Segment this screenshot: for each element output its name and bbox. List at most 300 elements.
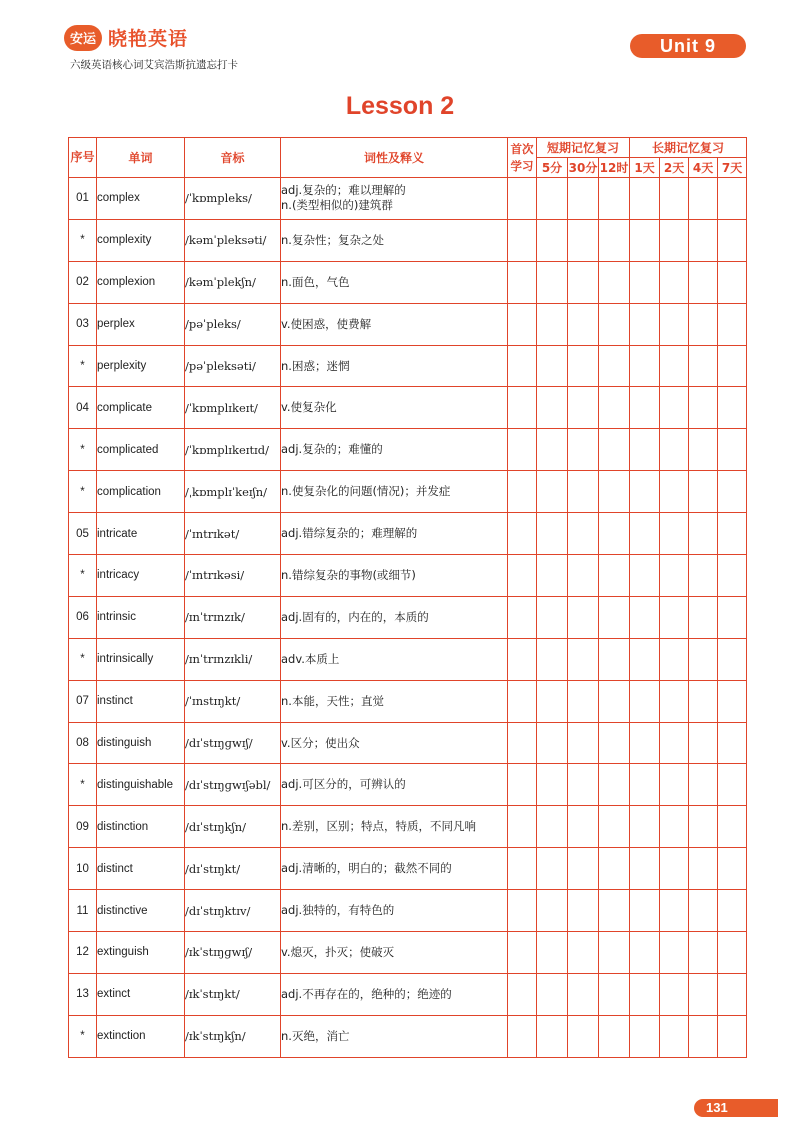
row-phonetic: /ɪkˈstɪŋɡwɪʃ/ [185, 932, 281, 974]
checkbox-review[interactable] [689, 890, 718, 932]
page-number: 131 [694, 1099, 778, 1117]
checkbox-review[interactable] [660, 471, 689, 513]
row-phonetic: /ˈɪntrɪkət/ [185, 513, 281, 555]
row-number: 09 [69, 806, 97, 848]
row-number: 12 [69, 932, 97, 974]
row-phonetic: /dɪˈstɪŋkʃn/ [185, 806, 281, 848]
checkbox-review[interactable] [660, 973, 689, 1015]
checkbox-review[interactable] [630, 890, 660, 932]
checkbox-review[interactable] [568, 596, 599, 638]
checkbox-review[interactable] [660, 764, 689, 806]
checkbox-review[interactable] [630, 261, 660, 303]
row-number: * [69, 1015, 97, 1057]
row-meaning [281, 848, 508, 890]
table-row [69, 471, 747, 513]
checkbox-review[interactable] [660, 806, 689, 848]
checkbox-review[interactable] [630, 932, 660, 974]
checkbox-review[interactable] [599, 429, 630, 471]
meaning-line: n.面色，气色 [281, 274, 350, 289]
checkbox-review[interactable] [689, 429, 718, 471]
checkbox-first-study[interactable] [508, 680, 537, 722]
meaning-line: adj.错综复杂的；难理解的 [281, 526, 418, 541]
checkbox-review[interactable] [660, 513, 689, 555]
checkbox-review[interactable] [718, 219, 747, 261]
row-meaning [281, 429, 508, 471]
row-word: distinguish [97, 722, 185, 764]
row-number: 04 [69, 387, 97, 429]
checkbox-review[interactable] [718, 806, 747, 848]
table-row [69, 219, 747, 261]
checkbox-review[interactable] [689, 387, 718, 429]
logo-mark-icon: 安运 [64, 25, 102, 51]
meaning-line: v.使复杂化 [281, 400, 337, 415]
header-first-study: 首次学习 [508, 138, 537, 178]
checkbox-review[interactable] [689, 722, 718, 764]
checkbox-review[interactable] [568, 261, 599, 303]
row-meaning [281, 555, 508, 597]
header-num: 序号 [69, 138, 97, 178]
row-phonetic: /dɪˈstɪŋktɪv/ [185, 890, 281, 932]
row-word: distinct [97, 848, 185, 890]
checkbox-review[interactable] [689, 596, 718, 638]
checkbox-review[interactable] [660, 303, 689, 345]
checkbox-review[interactable] [718, 387, 747, 429]
row-word: perplex [97, 303, 185, 345]
checkbox-review[interactable] [599, 387, 630, 429]
header-long-4d: 4天 [689, 158, 718, 178]
checkbox-review[interactable] [630, 848, 660, 890]
checkbox-review[interactable] [599, 345, 630, 387]
checkbox-review[interactable] [630, 387, 660, 429]
checkbox-review[interactable] [568, 722, 599, 764]
checkbox-review[interactable] [599, 596, 630, 638]
checkbox-review[interactable] [689, 471, 718, 513]
row-meaning [281, 219, 508, 261]
checkbox-review[interactable] [568, 219, 599, 261]
meaning-line: n.使复杂化的问题(情况)；并发症 [281, 484, 451, 499]
checkbox-review[interactable] [537, 513, 568, 555]
checkbox-review[interactable] [568, 973, 599, 1015]
checkbox-review[interactable] [718, 722, 747, 764]
row-meaning [281, 303, 508, 345]
checkbox-review[interactable] [718, 345, 747, 387]
book-subtitle: 六级英语核心词艾宾浩斯抗遗忘打卡 [70, 59, 238, 71]
row-meaning [281, 345, 508, 387]
checkbox-review[interactable] [630, 722, 660, 764]
row-meaning [281, 178, 508, 220]
checkbox-review[interactable] [718, 178, 747, 220]
checkbox-review[interactable] [537, 932, 568, 974]
checkbox-review[interactable] [537, 973, 568, 1015]
row-meaning [281, 387, 508, 429]
row-word: instinct [97, 680, 185, 722]
checkbox-review[interactable] [537, 764, 568, 806]
checkbox-review[interactable] [568, 555, 599, 597]
row-phonetic: /ˈkɒmpleks/ [185, 178, 281, 220]
checkbox-review[interactable] [599, 178, 630, 220]
meaning-line: adj.复杂的；难懂的 [281, 442, 383, 457]
checkbox-review[interactable] [660, 722, 689, 764]
checkbox-review[interactable] [537, 890, 568, 932]
checkbox-review[interactable] [568, 806, 599, 848]
header-long-7d: 7天 [718, 158, 747, 178]
checkbox-first-study[interactable] [508, 973, 537, 1015]
checkbox-review[interactable] [599, 303, 630, 345]
checkbox-review[interactable] [537, 261, 568, 303]
header-long-2d: 2天 [660, 158, 689, 178]
row-word: complication [97, 471, 185, 513]
checkbox-review[interactable] [718, 680, 747, 722]
checkbox-review[interactable] [718, 261, 747, 303]
checkbox-review[interactable] [689, 848, 718, 890]
checkbox-first-study[interactable] [508, 555, 537, 597]
meaning-line: v.区分；使出众 [281, 735, 360, 750]
checkbox-first-study[interactable] [508, 932, 537, 974]
row-word: complex [97, 178, 185, 220]
checkbox-review[interactable] [568, 178, 599, 220]
meaning-line: v.熄灭，扑灭；使破灭 [281, 944, 395, 959]
row-phonetic: /ˌkɒmplɪˈkeɪʃn/ [185, 471, 281, 513]
row-meaning [281, 1015, 508, 1057]
checkbox-review[interactable] [630, 638, 660, 680]
checkbox-review[interactable] [568, 303, 599, 345]
row-number: 08 [69, 722, 97, 764]
checkbox-review[interactable] [660, 345, 689, 387]
row-phonetic: /dɪˈstɪŋɡwɪʃəbl/ [185, 764, 281, 806]
row-word: complicated [97, 429, 185, 471]
checkbox-review[interactable] [599, 513, 630, 555]
checkbox-review[interactable] [630, 1015, 660, 1057]
checkbox-review[interactable] [689, 764, 718, 806]
row-number: 02 [69, 261, 97, 303]
checkbox-review[interactable] [537, 429, 568, 471]
checkbox-review[interactable] [599, 219, 630, 261]
table-row [69, 429, 747, 471]
header-long-1d: 1天 [630, 158, 660, 178]
checkbox-first-study[interactable] [508, 596, 537, 638]
checkbox-first-study[interactable] [508, 890, 537, 932]
table-row [69, 303, 747, 345]
checkbox-review[interactable] [537, 638, 568, 680]
row-phonetic: /kəmˈpleksəti/ [185, 219, 281, 261]
checkbox-review[interactable] [689, 345, 718, 387]
checkbox-first-study[interactable] [508, 806, 537, 848]
checkbox-review[interactable] [568, 890, 599, 932]
checkbox-review[interactable] [689, 261, 718, 303]
checkbox-review[interactable] [630, 429, 660, 471]
row-phonetic: /dɪˈstɪŋkt/ [185, 848, 281, 890]
checkbox-review[interactable] [568, 429, 599, 471]
checkbox-review[interactable] [599, 890, 630, 932]
checkbox-review[interactable] [537, 178, 568, 220]
checkbox-review[interactable] [599, 973, 630, 1015]
row-number: * [69, 555, 97, 597]
row-number: 13 [69, 973, 97, 1015]
checkbox-review[interactable] [537, 345, 568, 387]
row-phonetic: /pəˈpleksəti/ [185, 345, 281, 387]
checkbox-first-study[interactable] [508, 219, 537, 261]
checkbox-first-study[interactable] [508, 429, 537, 471]
row-word: distinctive [97, 890, 185, 932]
meaning-line: v.使困惑，使费解 [281, 316, 372, 331]
checkbox-review[interactable] [630, 471, 660, 513]
row-number: * [69, 638, 97, 680]
checkbox-review[interactable] [718, 555, 747, 597]
meaning-line: adj.可区分的，可辨认的 [281, 777, 406, 792]
table-row [69, 1015, 747, 1057]
row-meaning [281, 261, 508, 303]
row-number: 10 [69, 848, 97, 890]
checkbox-first-study[interactable] [508, 764, 537, 806]
checkbox-review[interactable] [599, 555, 630, 597]
checkbox-first-study[interactable] [508, 848, 537, 890]
checkbox-review[interactable] [718, 471, 747, 513]
header-word: 单词 [97, 138, 185, 178]
row-meaning [281, 680, 508, 722]
row-phonetic: /dɪˈstɪŋɡwɪʃ/ [185, 722, 281, 764]
checkbox-review[interactable] [630, 513, 660, 555]
checkbox-review[interactable] [718, 764, 747, 806]
table-row [69, 387, 747, 429]
row-meaning [281, 932, 508, 974]
row-number: 01 [69, 178, 97, 220]
checkbox-review[interactable] [660, 638, 689, 680]
row-number: 11 [69, 890, 97, 932]
checkbox-review[interactable] [537, 806, 568, 848]
vocab-table [68, 137, 747, 1058]
table-row [69, 596, 747, 638]
checkbox-review[interactable] [537, 596, 568, 638]
row-word: distinction [97, 806, 185, 848]
checkbox-review[interactable] [689, 555, 718, 597]
checkbox-review[interactable] [537, 848, 568, 890]
checkbox-review[interactable] [660, 596, 689, 638]
table-row [69, 722, 747, 764]
meaning-line: adv.本质上 [281, 651, 340, 666]
table-row [69, 764, 747, 806]
row-meaning [281, 806, 508, 848]
checkbox-review[interactable] [718, 429, 747, 471]
row-word: intrinsically [97, 638, 185, 680]
checkbox-review[interactable] [689, 680, 718, 722]
checkbox-review[interactable] [599, 806, 630, 848]
checkbox-review[interactable] [537, 680, 568, 722]
checkbox-review[interactable] [689, 219, 718, 261]
brand-name: 晓艳英语 [108, 28, 189, 50]
checkbox-review[interactable] [718, 1015, 747, 1057]
checkbox-review[interactable] [630, 680, 660, 722]
meaning-line: n.困惑；迷惘 [281, 358, 350, 373]
table-row [69, 638, 747, 680]
checkbox-review[interactable] [689, 178, 718, 220]
table-row [69, 932, 747, 974]
row-word: complicate [97, 387, 185, 429]
checkbox-review[interactable] [630, 806, 660, 848]
row-number: 06 [69, 596, 97, 638]
checkbox-review[interactable] [537, 219, 568, 261]
table-row [69, 178, 747, 220]
checkbox-first-study[interactable] [508, 303, 537, 345]
meaning-line: n.(类型相似的)建筑群 [281, 198, 393, 213]
checkbox-review[interactable] [718, 890, 747, 932]
table-row [69, 680, 747, 722]
checkbox-review[interactable] [568, 345, 599, 387]
checkbox-review[interactable] [568, 932, 599, 974]
row-phonetic: /ˈkɒmplɪkeɪtɪd/ [185, 429, 281, 471]
checkbox-first-study[interactable] [508, 471, 537, 513]
checkbox-first-study[interactable] [508, 345, 537, 387]
checkbox-review[interactable] [537, 1015, 568, 1057]
checkbox-review[interactable] [537, 303, 568, 345]
row-meaning [281, 471, 508, 513]
checkbox-review[interactable] [599, 261, 630, 303]
checkbox-review[interactable] [718, 932, 747, 974]
checkbox-review[interactable] [599, 638, 630, 680]
checkbox-first-study[interactable] [508, 638, 537, 680]
row-word: extinct [97, 973, 185, 1015]
checkbox-review[interactable] [718, 513, 747, 555]
row-phonetic: /ɪkˈstɪŋkʃn/ [185, 1015, 281, 1057]
checkbox-first-study[interactable] [508, 261, 537, 303]
checkbox-review[interactable] [537, 722, 568, 764]
checkbox-review[interactable] [660, 555, 689, 597]
checkbox-review[interactable] [689, 932, 718, 974]
checkbox-review[interactable] [630, 345, 660, 387]
checkbox-review[interactable] [599, 680, 630, 722]
checkbox-review[interactable] [718, 303, 747, 345]
checkbox-review[interactable] [689, 513, 718, 555]
row-number: * [69, 764, 97, 806]
meaning-line: n.差别，区别；特点，特质，不同凡响 [281, 819, 476, 834]
meaning-line: adj.不再存在的，绝种的；绝迹的 [281, 986, 452, 1001]
header-meaning: 词性及释义 [281, 138, 508, 178]
checkbox-review[interactable] [689, 1015, 718, 1057]
checkbox-review[interactable] [630, 596, 660, 638]
header-short-12h: 12时 [599, 158, 630, 178]
table-row [69, 890, 747, 932]
row-phonetic: /ɪkˈstɪŋkt/ [185, 973, 281, 1015]
row-meaning [281, 890, 508, 932]
checkbox-first-study[interactable] [508, 1015, 537, 1057]
row-phonetic: /kəmˈplekʃn/ [185, 261, 281, 303]
row-word: perplexity [97, 345, 185, 387]
checkbox-review[interactable] [660, 429, 689, 471]
row-word: extinction [97, 1015, 185, 1057]
header-phonetic: 音标 [185, 138, 281, 178]
checkbox-first-study[interactable] [508, 722, 537, 764]
checkbox-review[interactable] [718, 848, 747, 890]
header-short-5min: 5分 [537, 158, 568, 178]
checkbox-review[interactable] [689, 973, 718, 1015]
checkbox-review[interactable] [630, 973, 660, 1015]
row-number: 03 [69, 303, 97, 345]
row-meaning [281, 638, 508, 680]
checkbox-review[interactable] [689, 303, 718, 345]
checkbox-review[interactable] [568, 387, 599, 429]
checkbox-review[interactable] [599, 764, 630, 806]
lesson-title: Lesson 2 [345, 92, 455, 120]
checkbox-review[interactable] [568, 764, 599, 806]
table-row [69, 806, 747, 848]
checkbox-review[interactable] [660, 848, 689, 890]
table-row [69, 848, 747, 890]
row-meaning [281, 596, 508, 638]
checkbox-review[interactable] [689, 806, 718, 848]
row-number: * [69, 429, 97, 471]
checkbox-review[interactable] [718, 638, 747, 680]
row-phonetic: /ˈɪntrɪkəsi/ [185, 555, 281, 597]
checkbox-review[interactable] [630, 219, 660, 261]
checkbox-review[interactable] [537, 555, 568, 597]
checkbox-review[interactable] [568, 513, 599, 555]
checkbox-review[interactable] [537, 471, 568, 513]
checkbox-review[interactable] [630, 764, 660, 806]
checkbox-review[interactable] [630, 555, 660, 597]
meaning-line: n.错综复杂的事物(或细节) [281, 567, 416, 582]
meaning-line: adj.复杂的；难以理解的 [281, 183, 406, 198]
meaning-line: n.复杂性；复杂之处 [281, 232, 384, 247]
row-meaning [281, 973, 508, 1015]
row-word: extinguish [97, 932, 185, 974]
row-phonetic: /pəˈpleks/ [185, 303, 281, 345]
checkbox-review[interactable] [660, 261, 689, 303]
checkbox-review[interactable] [599, 1015, 630, 1057]
header-short-30min: 30分 [568, 158, 599, 178]
table-row [69, 555, 747, 597]
checkbox-review[interactable] [537, 387, 568, 429]
meaning-line: adj.独特的，有特色的 [281, 903, 395, 918]
meaning-line: n.灭绝，消亡 [281, 1028, 350, 1043]
checkbox-review[interactable] [599, 848, 630, 890]
row-word: complexity [97, 219, 185, 261]
row-word: intricate [97, 513, 185, 555]
checkbox-first-study[interactable] [508, 387, 537, 429]
meaning-line: adj.固有的，内在的，本质的 [281, 609, 429, 624]
row-word: complexion [97, 261, 185, 303]
checkbox-review[interactable] [568, 638, 599, 680]
row-number: 07 [69, 680, 97, 722]
checkbox-review[interactable] [660, 387, 689, 429]
checkbox-first-study[interactable] [508, 513, 537, 555]
checkbox-review[interactable] [660, 1015, 689, 1057]
checkbox-review[interactable] [599, 471, 630, 513]
checkbox-review[interactable] [568, 680, 599, 722]
checkbox-review[interactable] [568, 848, 599, 890]
checkbox-first-study[interactable] [508, 178, 537, 220]
row-number: * [69, 219, 97, 261]
row-word: intricacy [97, 555, 185, 597]
row-phonetic: /ˈkɒmplɪkeɪt/ [185, 387, 281, 429]
checkbox-review[interactable] [630, 178, 660, 220]
row-meaning [281, 513, 508, 555]
checkbox-review[interactable] [660, 219, 689, 261]
checkbox-review[interactable] [599, 722, 630, 764]
row-phonetic: /ˈɪnstɪŋkt/ [185, 680, 281, 722]
checkbox-review[interactable] [660, 890, 689, 932]
row-phonetic: /ɪnˈtrɪnzɪkli/ [185, 638, 281, 680]
checkbox-review[interactable] [568, 471, 599, 513]
row-word: intrinsic [97, 596, 185, 638]
checkbox-review[interactable] [660, 680, 689, 722]
checkbox-review[interactable] [660, 178, 689, 220]
checkbox-review[interactable] [630, 303, 660, 345]
checkbox-review[interactable] [568, 1015, 599, 1057]
checkbox-review[interactable] [689, 638, 718, 680]
checkbox-review[interactable] [660, 932, 689, 974]
checkbox-review[interactable] [718, 596, 747, 638]
checkbox-review[interactable] [718, 973, 747, 1015]
checkbox-review[interactable] [599, 932, 630, 974]
